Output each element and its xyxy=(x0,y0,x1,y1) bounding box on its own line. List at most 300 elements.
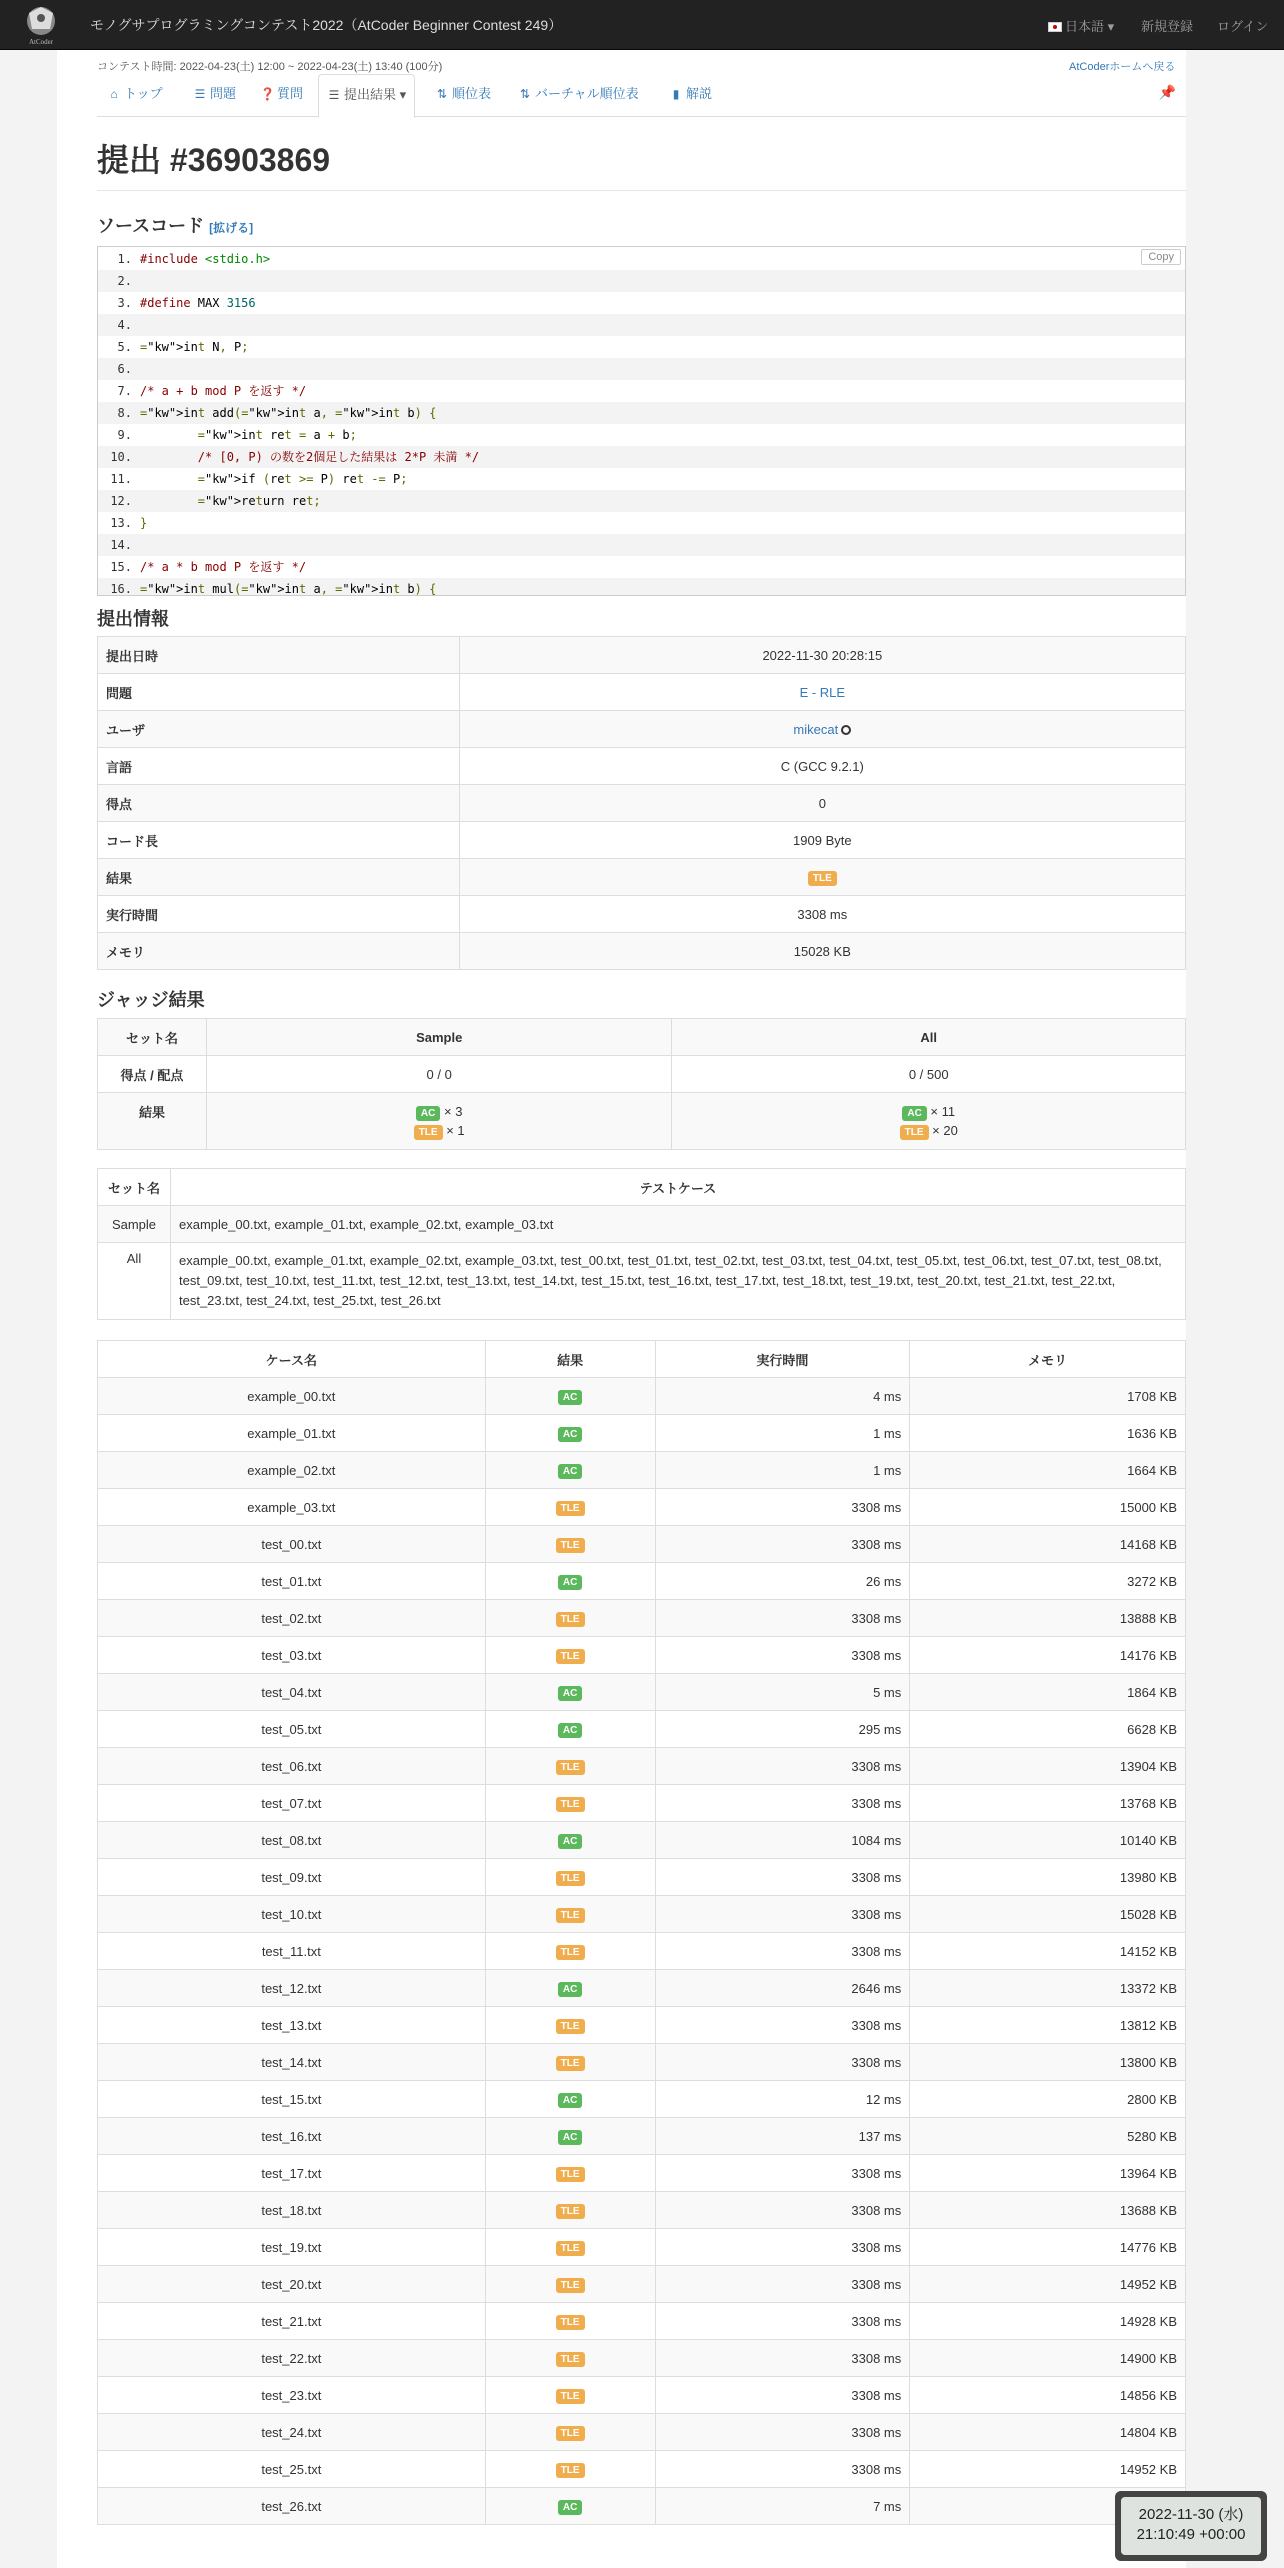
table-row xyxy=(98,1674,1186,1711)
line-number: 1. xyxy=(117,252,132,266)
info-value xyxy=(459,785,1185,822)
table-row xyxy=(98,1452,1186,1489)
case-memory: 6628 KB xyxy=(910,1711,1186,1748)
line-number: 11. xyxy=(110,472,132,486)
status-badge: TLE xyxy=(556,2204,585,2219)
line-number: 6. xyxy=(117,362,132,376)
case-result xyxy=(485,1378,655,1415)
case-memory: 14168 KB xyxy=(910,1526,1186,1563)
main-container xyxy=(57,50,1186,2568)
case-exec-time: 3308 ms xyxy=(655,2155,910,2192)
status-badge: TLE xyxy=(556,2352,585,2367)
contest-time: コンテスト時間: 2022-04-23(土) 12:00 ~ 2022-04-23(土) 13:40 (100分) xyxy=(97,61,443,73)
case-exec-time: 3308 ms xyxy=(655,1637,910,1674)
score-row-label: 得点 / 配点 xyxy=(98,1056,207,1093)
info-value xyxy=(459,822,1185,859)
case-name: test_07.txt xyxy=(98,1785,486,1822)
case-name: example_00.txt xyxy=(98,1378,486,1415)
submission-info-heading: 提出情報 xyxy=(97,609,169,629)
sample-score: 0 / 0 xyxy=(206,1056,672,1093)
table-row xyxy=(98,1785,1186,1822)
info-label: コード長 xyxy=(98,822,460,859)
case-result xyxy=(485,2155,655,2192)
case-memory: 1664 KB xyxy=(910,1452,1186,1489)
case-exec-time: 3308 ms xyxy=(655,2007,910,2044)
all-score: 0 / 500 xyxy=(672,1056,1186,1093)
col-case-name: ケース名 xyxy=(98,1341,486,1378)
case-name: test_21.txt xyxy=(98,2303,486,2340)
status-badge: TLE xyxy=(556,1871,585,1886)
info-row xyxy=(98,785,1186,822)
case-name: test_16.txt xyxy=(98,2118,486,2155)
case-memory: 3272 KB xyxy=(910,1563,1186,1600)
info-label: ユーザ xyxy=(98,711,460,748)
case-memory: 1708 KB xyxy=(910,1378,1186,1415)
case-memory: 1864 KB xyxy=(910,1674,1186,1711)
status-badge: TLE xyxy=(556,1612,585,1627)
code-line xyxy=(98,490,1185,512)
table-row xyxy=(98,2340,1186,2377)
case-result xyxy=(485,1600,655,1637)
info-row xyxy=(98,748,1186,785)
code-line xyxy=(98,424,1185,446)
case-result xyxy=(485,2192,655,2229)
case-name: example_03.txt xyxy=(98,1489,486,1526)
case-exec-time: 3308 ms xyxy=(655,1859,910,1896)
line-number: 4. xyxy=(117,318,132,332)
case-result xyxy=(485,1637,655,1674)
case-exec-time: 3308 ms xyxy=(655,2044,910,2081)
case-result xyxy=(485,2007,655,2044)
status-badge: AC xyxy=(558,1723,582,1738)
case-exec-time: 3308 ms xyxy=(655,1748,910,1785)
status-badge: TLE xyxy=(556,2426,585,2441)
tab-standings[interactable] xyxy=(435,74,491,117)
case-memory: 15028 KB xyxy=(910,1896,1186,1933)
case-memory: 13372 KB xyxy=(910,1970,1186,2007)
case-name: test_12.txt xyxy=(98,1970,486,2007)
case-name: test_19.txt xyxy=(98,2229,486,2266)
code-text: ="kw">return ret; xyxy=(197,494,321,508)
judge-result-heading: ジャッジ結果 xyxy=(97,990,205,1010)
testcase-set-table xyxy=(97,1168,1186,1320)
code-line xyxy=(98,270,1185,292)
code-line xyxy=(98,468,1185,490)
case-memory: 15000 KB xyxy=(910,1489,1186,1526)
case-memory: 14152 KB xyxy=(910,1933,1186,1970)
info-label: 問題 xyxy=(98,674,460,711)
info-value xyxy=(459,711,1185,748)
count: × 20 xyxy=(932,1123,958,1138)
case-name: test_20.txt xyxy=(98,2266,486,2303)
info-value xyxy=(459,748,1185,785)
table-row xyxy=(98,2229,1186,2266)
page-title: 提出 #36903869 xyxy=(97,142,331,178)
tle-badge: TLE xyxy=(414,1125,443,1140)
case-name: test_14.txt xyxy=(98,2044,486,2081)
source-code-block xyxy=(97,246,1186,596)
table-row xyxy=(98,2044,1186,2081)
case-exec-time: 295 ms xyxy=(655,1711,910,1748)
caret-down-icon: ▾ xyxy=(1107,19,1115,34)
info-row xyxy=(98,933,1186,970)
case-name: test_01.txt xyxy=(98,1563,486,1600)
clock-time: 21:10:49 +00:00 xyxy=(1136,2526,1246,2543)
table-row xyxy=(98,2303,1186,2340)
line-number: 5. xyxy=(117,340,132,354)
pin-icon[interactable]: 📌 xyxy=(1158,84,1176,100)
table-row xyxy=(98,1415,1186,1452)
table-row xyxy=(98,1822,1186,1859)
copy-button[interactable]: Copy xyxy=(1141,249,1181,265)
case-result xyxy=(485,1674,655,1711)
case-result xyxy=(485,1896,655,1933)
status-badge: TLE xyxy=(556,1501,585,1516)
book-icon: ▮ xyxy=(672,87,680,101)
case-name: test_17.txt xyxy=(98,2155,486,2192)
case-result xyxy=(485,1526,655,1563)
case-memory: 5280 KB xyxy=(910,2118,1186,2155)
case-exec-time: 3308 ms xyxy=(655,1896,910,1933)
case-exec-time: 7 ms xyxy=(655,2488,910,2525)
status-badge: TLE xyxy=(556,1945,585,1960)
status-badge: TLE xyxy=(556,2019,585,2034)
code-line xyxy=(98,402,1185,424)
case-name: test_23.txt xyxy=(98,2377,486,2414)
case-memory: 14952 KB xyxy=(910,2451,1186,2488)
case-exec-time: 12 ms xyxy=(655,2081,910,2118)
case-memory: 14176 KB xyxy=(910,1637,1186,1674)
case-exec-time: 26 ms xyxy=(655,1563,910,1600)
case-exec-time: 3308 ms xyxy=(655,2340,910,2377)
case-result xyxy=(485,2044,655,2081)
case-name: test_10.txt xyxy=(98,1896,486,1933)
info-row xyxy=(98,637,1186,674)
code-text: ="kw">if (ret >= P) ret -= P; xyxy=(197,472,408,486)
submission-info-table xyxy=(97,636,1186,970)
table-row xyxy=(98,2155,1186,2192)
status-badge: AC xyxy=(558,2093,582,2108)
table-row xyxy=(98,2192,1186,2229)
count: × 3 xyxy=(444,1104,463,1119)
case-result xyxy=(485,2266,655,2303)
case-memory: 14928 KB xyxy=(910,2303,1186,2340)
set-name: All xyxy=(98,1243,171,1320)
tab-label: 順位表 xyxy=(452,86,492,101)
case-result xyxy=(485,2118,655,2155)
case-name: test_18.txt xyxy=(98,2192,486,2229)
value-text: 2022-11-30 20:28:15 xyxy=(762,647,883,663)
case-memory: 13688 KB xyxy=(910,2192,1186,2229)
line-number: 8. xyxy=(117,406,132,420)
set-cases: example_00.txt, example_01.txt, example_02.txt, example_03.txt, test_00.txt, test_01.txt, test_02.txt, test_03.txt, test_04.txt, test_05.txt, test_06.txt, test_07.txt, test_08.txt, test_09.txt, test_10.txt, test_11.txt, test_12.txt, test_13.txt, test_14.txt, test_15.txt, test_16.txt, test_17.txt, test_18.txt, test_19.txt, test_20.txt, test_21.txt, test_22.txt, test_23.txt, test_24.txt, test_25.txt, test_26.txt xyxy=(171,1243,1186,1320)
case-memory: 13812 KB xyxy=(910,2007,1186,2044)
case-memory: 14804 KB xyxy=(910,2414,1186,2451)
info-row xyxy=(98,674,1186,711)
table-row xyxy=(98,1637,1186,1674)
tab-tasks[interactable] xyxy=(193,74,236,117)
clock-date: 2022-11-30 (水) xyxy=(1138,2506,1244,2523)
case-result xyxy=(485,1748,655,1785)
atcoder-logo[interactable] xyxy=(15,3,67,47)
code-text: /* [0, P) の数を2個足した結果は 2*P 未満 */ xyxy=(140,450,480,464)
code-line xyxy=(98,248,1185,270)
case-exec-time: 3308 ms xyxy=(655,2266,910,2303)
status-badge: TLE xyxy=(556,1538,585,1553)
case-name: test_06.txt xyxy=(98,1748,486,1785)
status-badge: TLE xyxy=(556,2278,585,2293)
table-row xyxy=(98,2414,1186,2451)
case-exec-time: 137 ms xyxy=(655,2118,910,2155)
status-badge: AC xyxy=(558,2500,582,2515)
line-number: 2. xyxy=(117,274,132,288)
status-badge: AC xyxy=(558,1427,582,1442)
tle-badge: TLE xyxy=(900,1125,929,1140)
case-result xyxy=(485,1711,655,1748)
code-line xyxy=(98,446,1185,468)
col-sample: Sample xyxy=(206,1019,672,1056)
code-line xyxy=(98,578,1185,596)
code-text: ="kw">int N, P; xyxy=(140,340,249,354)
ac-badge: AC xyxy=(416,1106,440,1121)
case-name: test_26.txt xyxy=(98,2488,486,2525)
case-name: test_22.txt xyxy=(98,2340,486,2377)
case-memory: 13768 KB xyxy=(910,1785,1186,1822)
contest-nav-tabs xyxy=(97,74,1186,117)
case-memory: 2800 KB xyxy=(910,2081,1186,2118)
status-badge: TLE xyxy=(556,2463,585,2478)
code-text: ="kw">int add(="kw">int a, ="kw">int b) { xyxy=(140,406,437,420)
judge-summary-table xyxy=(97,1018,1186,1150)
table-row xyxy=(98,2007,1186,2044)
value-text: C (GCC 9.2.1) xyxy=(780,758,864,774)
case-exec-time: 3308 ms xyxy=(655,2192,910,2229)
case-result xyxy=(485,1785,655,1822)
count: × 11 xyxy=(930,1104,956,1119)
line-number: 15. xyxy=(110,560,132,574)
case-name: test_05.txt xyxy=(98,1711,486,1748)
table-row xyxy=(98,1711,1186,1748)
code-text: ="kw">int mul(="kw">int a, ="kw">int b) { xyxy=(140,582,437,596)
table-row xyxy=(98,1378,1186,1415)
case-exec-time: 3308 ms xyxy=(655,2303,910,2340)
table-row xyxy=(98,1526,1186,1563)
code-line xyxy=(98,292,1185,314)
info-label: 得点 xyxy=(98,785,460,822)
status-badge: TLE xyxy=(556,2241,585,2256)
info-row xyxy=(98,896,1186,933)
value-text: 3308 ms xyxy=(797,906,848,922)
status-badge: TLE xyxy=(556,2056,585,2071)
case-exec-time: 2646 ms xyxy=(655,1970,910,2007)
case-result xyxy=(485,2451,655,2488)
info-row xyxy=(98,859,1186,896)
case-exec-time: 3308 ms xyxy=(655,1489,910,1526)
code-text: #define MAX 3156 xyxy=(140,296,256,310)
tab-virtual-standings[interactable] xyxy=(518,74,639,117)
case-exec-time: 5 ms xyxy=(655,1674,910,1711)
all-result xyxy=(672,1093,1186,1150)
line-number: 13. xyxy=(110,516,132,530)
value-text: 0 xyxy=(818,795,826,811)
col-exec-time: 実行時間 xyxy=(655,1341,910,1378)
tab-label: 問題 xyxy=(210,86,237,101)
status-badge: AC xyxy=(558,1390,582,1405)
sample-result xyxy=(206,1093,672,1150)
case-name: test_04.txt xyxy=(98,1674,486,1711)
language-dropdown[interactable] xyxy=(1048,16,1114,35)
table-row xyxy=(98,2488,1186,2525)
table-row xyxy=(98,2081,1186,2118)
task-link[interactable]: E - RLE xyxy=(799,684,846,700)
info-row xyxy=(98,822,1186,859)
list-icon: ☰ xyxy=(328,88,340,102)
case-result xyxy=(485,2414,655,2451)
japan-flag-icon xyxy=(1048,22,1062,32)
line-number: 12. xyxy=(110,494,132,508)
set-cases: example_00.txt, example_01.txt, example_02.txt, example_03.txt xyxy=(171,1206,1186,1243)
info-label: 結果 xyxy=(98,859,460,896)
tab-label: 提出結果 xyxy=(344,87,397,102)
case-exec-time: 1 ms xyxy=(655,1415,910,1452)
case-name: test_15.txt xyxy=(98,2081,486,2118)
login-link[interactable]: ログイン xyxy=(1217,19,1269,34)
case-result xyxy=(485,1415,655,1452)
case-name: example_01.txt xyxy=(98,1415,486,1452)
table-row xyxy=(98,2377,1186,2414)
ac-badge: AC xyxy=(902,1106,926,1121)
tab-label: 解説 xyxy=(686,86,713,101)
language-label: 日本語 xyxy=(1065,19,1105,34)
status-badge: TLE xyxy=(556,2315,585,2330)
signup-link[interactable]: 新規登録 xyxy=(1141,19,1194,34)
line-number: 3. xyxy=(117,296,132,310)
line-number: 10. xyxy=(110,450,132,464)
testcase-results-table xyxy=(97,1340,1186,2525)
case-name: test_03.txt xyxy=(98,1637,486,1674)
case-name: test_13.txt xyxy=(98,2007,486,2044)
count: × 1 xyxy=(446,1123,465,1138)
code-text: /* a + b mod P を返す */ xyxy=(140,384,307,398)
status-badge: AC xyxy=(558,1686,582,1701)
case-name: test_24.txt xyxy=(98,2414,486,2451)
case-memory: 14856 KB xyxy=(910,2377,1186,2414)
case-memory: 14900 KB xyxy=(910,2340,1186,2377)
case-exec-time: 1084 ms xyxy=(655,1822,910,1859)
divider xyxy=(97,190,1186,191)
col-memory: メモリ xyxy=(910,1341,1186,1378)
table-row xyxy=(98,2266,1186,2303)
search-icon[interactable] xyxy=(841,725,851,735)
case-result xyxy=(485,1489,655,1526)
tab-top[interactable] xyxy=(107,74,163,117)
case-exec-time: 1 ms xyxy=(655,1452,910,1489)
heading-text: ソースコード xyxy=(97,216,205,236)
case-memory: 13904 KB xyxy=(910,1748,1186,1785)
status-badge: TLE xyxy=(808,871,837,886)
status-badge: AC xyxy=(558,1834,582,1849)
case-exec-time: 3308 ms xyxy=(655,2229,910,2266)
info-label: メモリ xyxy=(98,933,460,970)
status-badge: TLE xyxy=(556,1649,585,1664)
line-number: 9. xyxy=(117,428,132,442)
case-result xyxy=(485,1452,655,1489)
status-badge: AC xyxy=(558,2130,582,2145)
case-exec-time: 3308 ms xyxy=(655,1526,910,1563)
table-row xyxy=(98,1933,1186,1970)
col-all: All xyxy=(672,1019,1186,1056)
info-value xyxy=(459,933,1185,970)
code-text: } xyxy=(140,516,148,530)
info-label: 実行時間 xyxy=(98,896,460,933)
expand-link[interactable]: [拡げる] xyxy=(209,221,254,235)
clock-display xyxy=(1121,2497,1261,2555)
value-text: 1909 Byte xyxy=(793,832,852,848)
code-line xyxy=(98,534,1185,556)
tab-editorial[interactable] xyxy=(669,74,712,117)
case-exec-time: 3308 ms xyxy=(655,2451,910,2488)
case-memory: 13888 KB xyxy=(910,1600,1186,1637)
tab-label: 質問 xyxy=(277,86,304,101)
code-line xyxy=(98,512,1185,534)
case-memory: 1636 KB xyxy=(910,1415,1186,1452)
fixed-clock-widget xyxy=(1115,2491,1267,2561)
contest-title-link[interactable]: モノグサプログラミングコンテスト2022（AtCoder Beginner Contest 249） xyxy=(90,17,563,33)
case-memory: 10140 KB xyxy=(910,1822,1186,1859)
case-name: test_11.txt xyxy=(98,1933,486,1970)
question-icon: ❓ xyxy=(260,87,275,101)
table-row xyxy=(98,1859,1186,1896)
set-name: Sample xyxy=(98,1206,171,1243)
line-number: 16. xyxy=(110,582,132,596)
user-link[interactable]: mikecat xyxy=(793,721,839,737)
case-memory: 14952 KB xyxy=(910,2266,1186,2303)
case-memory: 13964 KB xyxy=(910,2155,1186,2192)
sort-icon: ⇅ xyxy=(519,87,531,101)
case-exec-time: 3308 ms xyxy=(655,1600,910,1637)
case-name: test_09.txt xyxy=(98,1859,486,1896)
line-number: 14. xyxy=(110,538,132,552)
top-navbar xyxy=(0,0,1284,50)
case-memory: 13980 KB xyxy=(910,1859,1186,1896)
table-row xyxy=(98,1896,1186,1933)
case-exec-time: 3308 ms xyxy=(655,2377,910,2414)
col-set-name: セット名 xyxy=(98,1169,171,1206)
status-badge: TLE xyxy=(556,2389,585,2404)
tab-label: トップ xyxy=(124,86,163,101)
table-row xyxy=(98,1748,1186,1785)
info-label: 言語 xyxy=(98,748,460,785)
case-result xyxy=(485,2229,655,2266)
tab-submissions[interactable] xyxy=(318,74,415,118)
code-text: #include <stdio.h> xyxy=(140,252,271,266)
case-result xyxy=(485,1563,655,1600)
tab-clarifications[interactable] xyxy=(260,74,303,117)
code-line xyxy=(98,358,1185,380)
table-row xyxy=(98,1489,1186,1526)
col-set-name: セット名 xyxy=(98,1019,207,1056)
atcoder-home-link[interactable]: AtCoderホームへ戻る xyxy=(1069,61,1176,73)
case-memory: 14776 KB xyxy=(910,2229,1186,2266)
status-badge: TLE xyxy=(556,2167,585,2182)
case-result xyxy=(485,2488,655,2525)
col-testcases: テストケース xyxy=(171,1169,1186,1206)
case-name: test_25.txt xyxy=(98,2451,486,2488)
status-badge: TLE xyxy=(556,1760,585,1775)
table-row xyxy=(98,2451,1186,2488)
case-result xyxy=(485,2081,655,2118)
code-line xyxy=(98,380,1185,402)
